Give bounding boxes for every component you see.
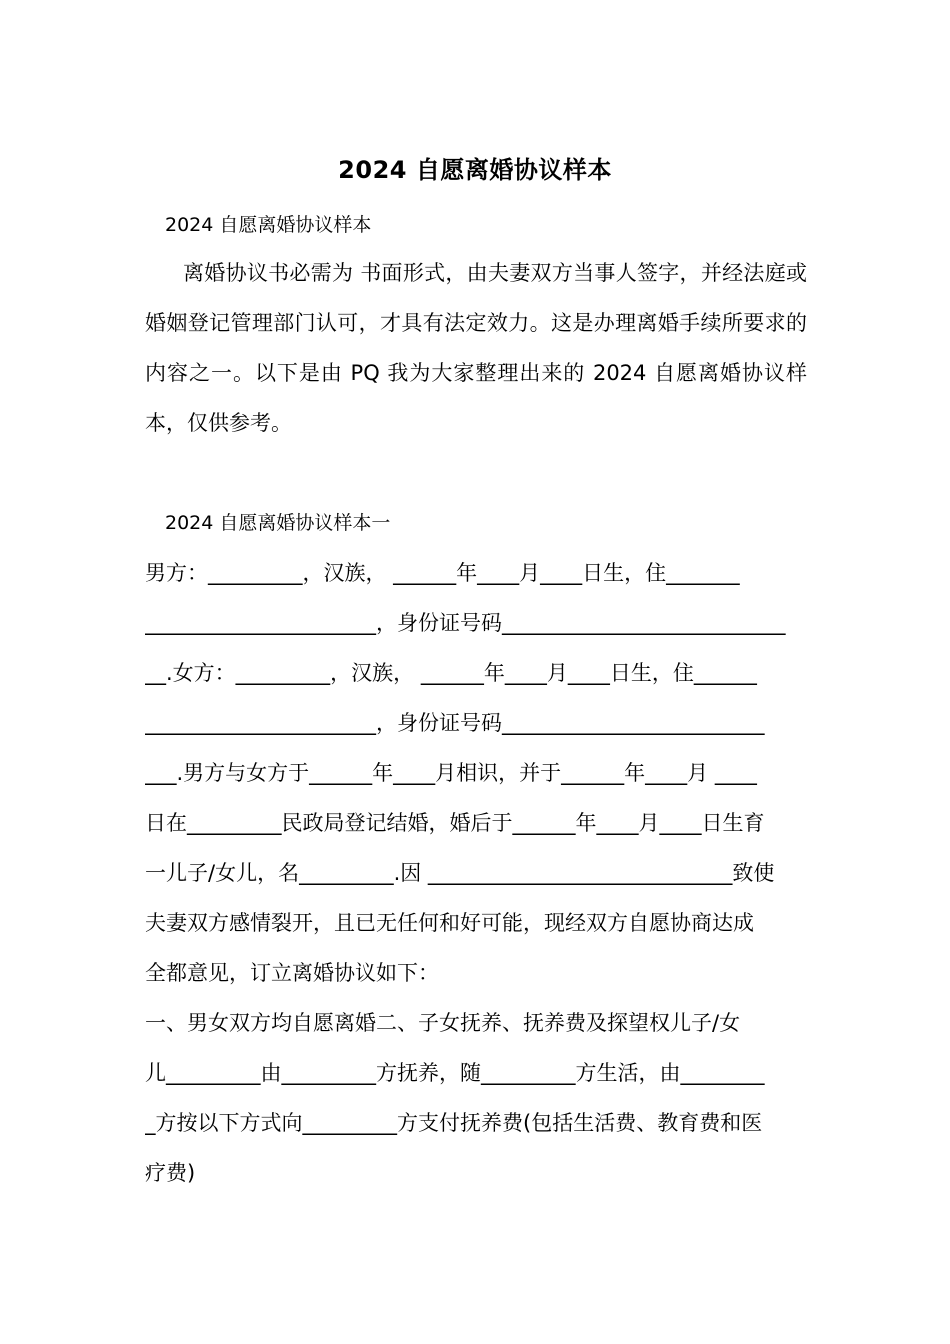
intro-paragraph: 离婚协议书必需为 书面形式，由夫妻双方当事人签字，并经法庭或婚姻登记管理部门认可，才具有法定效力。这是办理离婚手续所要求的内容之一。以下是由 PQ 我为大家整理出来的 2024 自愿离婚协议样本，仅供参考。	[145, 261, 807, 435]
body-line: _方按以下方式向_________方支付抚养费(包括生活费、教育费和医	[145, 1111, 763, 1135]
body-line: 全都意见，订立离婚协议如下：	[145, 961, 439, 985]
body-line: 男方：_________，汉族， ______年____月____日生，住_______	[145, 561, 740, 585]
body-line: 一、男女双方均自愿离婚二、子女抚养、抚养费及探望权儿子/女	[145, 1011, 741, 1035]
body-line: 儿_________由_________方抚养，随_________方生活，由________	[145, 1061, 765, 1085]
section-heading: 2024 自愿离婚协议样本一	[165, 512, 391, 534]
body-line: ___.男方与女方于______年____月相识，并于______年____月 ____	[145, 761, 757, 785]
document-title: 2024 自愿离婚协议样本	[338, 156, 612, 184]
body-line: ______________________，身份证号码_________________________	[145, 711, 765, 735]
body-line: 夫妻双方感情裂开，且已无任何和好可能，现经双方自愿协商达成	[145, 911, 754, 935]
body-line: 一儿子/女儿，名_________.因 _____________________________致使	[145, 861, 775, 885]
document-subtitle: 2024 自愿离婚协议样本	[165, 214, 372, 236]
body-line: __.女方：_________，汉族， ______年____月____日生，住______	[145, 661, 757, 685]
body-line: ______________________，身份证号码___________________________	[145, 611, 786, 635]
body-line: 疗费)	[145, 1161, 196, 1185]
agreement-body	[145, 548, 807, 1198]
body-line: 日在_________民政局登记结婚，婚后于______年____月____日生育	[145, 811, 765, 835]
